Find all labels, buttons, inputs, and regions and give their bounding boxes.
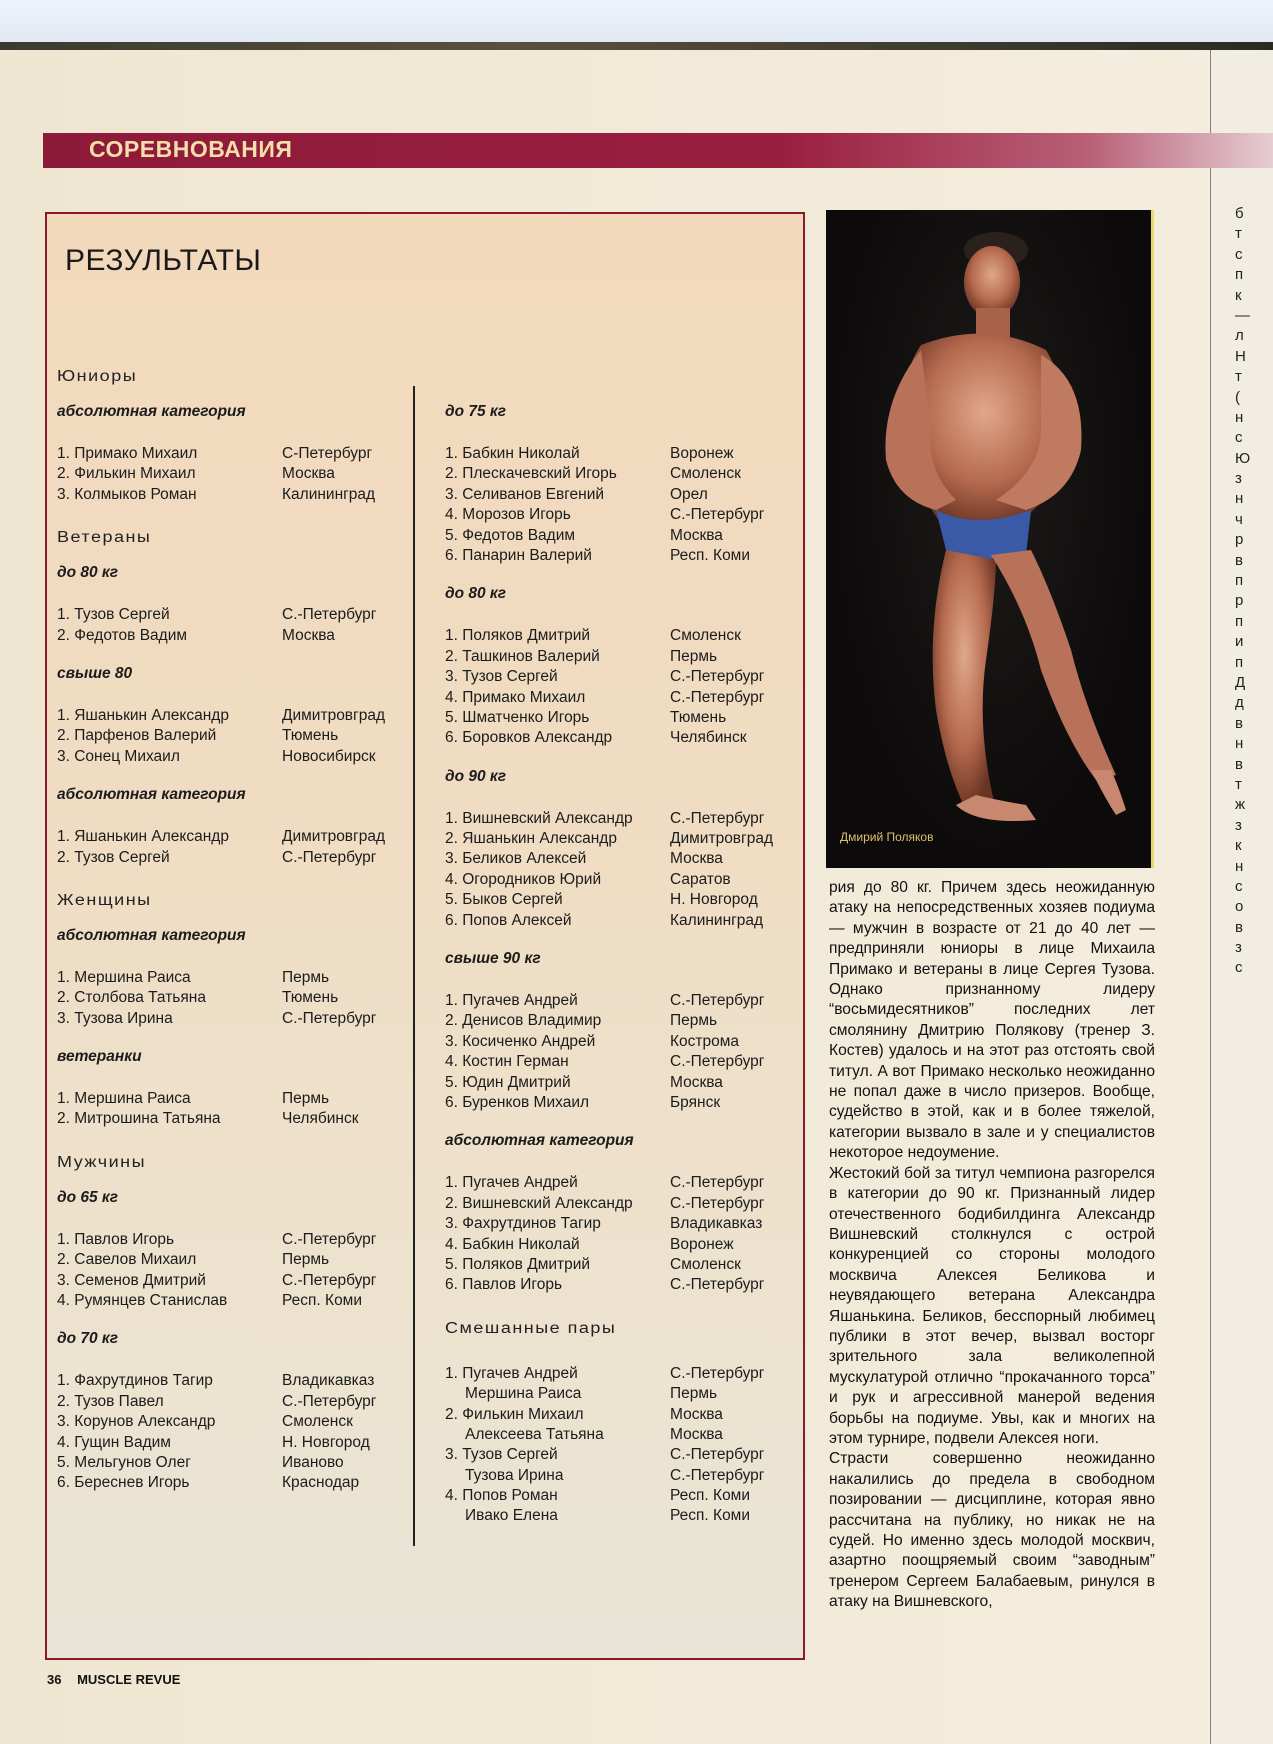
athlete-name: 4. Гущин Вадим xyxy=(57,1433,171,1451)
category-title: до 75 кг xyxy=(445,403,507,420)
next-page-letter: ж xyxy=(1235,796,1246,814)
result-row xyxy=(445,1384,795,1404)
result-row xyxy=(57,968,407,988)
athlete-name: 4. Морозов Игорь xyxy=(445,506,571,524)
athlete-name: 1. Яшанькин Александр xyxy=(57,828,229,846)
result-row xyxy=(445,1011,795,1031)
category-title: абсолютная категория xyxy=(57,403,246,420)
athlete-name: 6. Буренков Михаил xyxy=(445,1093,590,1111)
group-title: Смешанные пары xyxy=(445,1319,617,1337)
athlete-city: С.-Петербург xyxy=(282,1230,377,1248)
athlete-name: 2. Савелов Михаил xyxy=(57,1251,197,1269)
next-page-letter: п xyxy=(1235,653,1244,671)
next-page-letter: з xyxy=(1235,939,1242,957)
athlete-city: Новосибирск xyxy=(282,747,376,765)
next-page-letter: с xyxy=(1235,959,1243,977)
athlete-city: Респ. Коми xyxy=(670,546,750,564)
result-row xyxy=(57,848,407,868)
result-row xyxy=(445,1405,795,1425)
next-page-letter: ч xyxy=(1235,510,1243,528)
next-page-letter: т xyxy=(1235,225,1242,243)
athlete-name: 3. Фахрутдинов Тагир xyxy=(445,1215,601,1233)
result-row xyxy=(57,1250,407,1270)
photo-caption: Дмирий Поляков xyxy=(840,830,934,844)
result-row xyxy=(445,444,795,464)
page-number: 36 xyxy=(47,1672,62,1687)
article-paragraph: Страсти совершенно неожиданно накалились до предела в свободном позировании — дисциплине, которая явно рассчитана на публику, но никак не на судей. Но именно здесь молодой москвич, азартно поощряемый своим “заводным” тренером Сергеем Балабаевым, ринулся в атаку на Вишневского, xyxy=(829,1450,1155,1611)
athlete-name: 3. Семенов Дмитрий xyxy=(57,1271,206,1289)
next-page-letter: л xyxy=(1235,327,1244,345)
athlete-city: Н. Новгород xyxy=(282,1433,370,1451)
result-row xyxy=(57,1433,407,1453)
group-title: Юниоры xyxy=(57,367,138,385)
athlete-photo xyxy=(826,210,1154,868)
athlete-name: 2. Федотов Вадим xyxy=(57,626,188,644)
next-page-letter: н xyxy=(1235,490,1244,508)
athlete-city: Воронеж xyxy=(670,1235,734,1253)
category-title: абсолютная категория xyxy=(57,786,246,804)
athlete-city: Смоленск xyxy=(282,1413,353,1431)
next-page-letter: б xyxy=(1235,205,1244,222)
athlete-city: Пермь xyxy=(670,647,718,665)
athlete-name: Мершина Раиса xyxy=(465,1385,582,1403)
athlete-city: С.-Петербург xyxy=(282,1009,377,1027)
page-footer xyxy=(47,1672,180,1687)
category-title: свыше 90 кг xyxy=(445,950,541,968)
next-page-letter: с xyxy=(1235,877,1243,895)
athlete-name: 4. Бабкин Николай xyxy=(445,1235,580,1253)
athlete-name: Алексеева Татьяна xyxy=(465,1425,604,1443)
athlete-city: Москва xyxy=(670,1405,723,1423)
category-title: до 80 кг xyxy=(57,564,119,582)
athlete-name: 2. Филькин Михаил xyxy=(445,1405,584,1423)
next-page-photo-fragment xyxy=(1265,1000,1273,1400)
result-row xyxy=(445,1073,795,1093)
category-title: свыше 80 xyxy=(57,664,133,682)
result-row xyxy=(57,485,407,505)
result-row xyxy=(57,1089,407,1109)
next-page-letter: д xyxy=(1235,694,1244,712)
result-row xyxy=(57,988,407,1008)
category-title: до 80 кг xyxy=(445,585,507,603)
athlete-city: С.-Петербург xyxy=(670,1053,765,1071)
athlete-name: 6. Боровков Александр xyxy=(445,729,613,747)
athlete-name: 1. Пугачев Андрей xyxy=(445,992,578,1010)
athlete-city: Орел xyxy=(670,485,708,503)
athlete-name: 5. Шматченко Игорь xyxy=(445,708,590,726)
athlete-name: 2. Тузов Сергей xyxy=(57,848,170,866)
athlete-name: 3. Тузов Сергей xyxy=(445,668,558,686)
athlete-city: Респ. Коми xyxy=(670,1487,750,1505)
section-title: СОРЕВНОВАНИЯ xyxy=(89,136,293,162)
athlete-name: 4. Костин Герман xyxy=(445,1053,569,1071)
athlete-name: 3. Косиченко Андрей xyxy=(445,1032,596,1050)
result-row xyxy=(445,647,795,667)
article-paragraph: Жестокий бой за титул чемпиона разгорелся в категории до 90 кг. Признанный лидер отечественного бодибилдинга Александр Вишневский столкнулся с острой конкуренцией со стороны молодого москвича Алексея Беликова и неувядающего ветерана Александра Яшанькина. Беликов, бесспорный любимец публики в этот вечер, вызвал восторг зрительного зала великолепной мускулатурой отлично “прокачанного торса” и рук и агрессивной манерой ведения борьбы на подиуме. Увы, как и многих на этом турнире, подвели Алексея ноги. xyxy=(829,1164,1155,1447)
athlete-name: Тузова Ирина xyxy=(465,1466,564,1484)
result-list xyxy=(57,605,407,646)
athlete-city: Тюмень xyxy=(282,989,339,1007)
athlete-name: 1. Пугачев Андрей xyxy=(445,1364,578,1382)
athlete-name: 1. Тузов Сергей xyxy=(57,606,170,624)
athlete-name: 3. Селиванов Евгений xyxy=(445,485,605,503)
athlete-name: 3. Корунов Александр xyxy=(57,1413,216,1431)
athlete-name: 1. Пугачев Андрей xyxy=(445,1174,578,1192)
next-page-letter: т xyxy=(1235,368,1242,386)
athlete-name: 2. Парфенов Валерий xyxy=(57,727,217,745)
next-page-edge xyxy=(1210,50,1273,1744)
result-row xyxy=(445,526,795,546)
result-row xyxy=(57,444,407,464)
athlete-city: С.-Петербург xyxy=(670,506,765,524)
athlete-name: 1. Вишневский Александр xyxy=(445,809,633,827)
athlete-city: Тюмень xyxy=(282,727,339,745)
category-title: абсолютная категория xyxy=(445,1132,634,1150)
athlete-city: С.-Петербург xyxy=(282,1392,377,1410)
athlete-city: Пермь xyxy=(282,1090,330,1108)
result-row xyxy=(445,1032,795,1052)
article-text xyxy=(829,878,1155,1613)
next-page-letter: в xyxy=(1235,714,1243,732)
athlete-name: 1. Примако Михаил xyxy=(57,445,198,462)
athlete-name: 1. Бабкин Николай xyxy=(445,445,580,462)
athlete-city: Калининград xyxy=(282,485,376,503)
result-row xyxy=(445,911,795,931)
result-row xyxy=(445,1275,795,1295)
athlete-name: 3. Тузов Сергей xyxy=(445,1446,558,1464)
result-row xyxy=(57,726,407,746)
column-divider xyxy=(413,386,415,1546)
athlete-name: 2. Денисов Владимир xyxy=(445,1012,602,1030)
next-page-letter: с xyxy=(1235,429,1243,447)
result-row xyxy=(445,829,795,849)
result-row xyxy=(445,626,795,646)
next-page-letter: п xyxy=(1235,612,1244,630)
athlete-city: С.-Петербург xyxy=(670,1364,765,1382)
athlete-city: С.-Петербург xyxy=(670,668,765,686)
athlete-name: 2. Яшанькин Александр xyxy=(445,830,617,848)
athlete-name: 2. Вишневский Александр xyxy=(445,1194,633,1212)
result-row xyxy=(445,1194,795,1214)
athlete-name: 4. Попов Роман xyxy=(445,1487,558,1505)
athlete-city: С-Петербург xyxy=(282,445,373,462)
result-row xyxy=(445,688,795,708)
next-page-letter: Д xyxy=(1235,673,1246,691)
athlete-city: Калининград xyxy=(670,911,764,929)
athlete-city: Респ. Коми xyxy=(282,1292,362,1310)
article-paragraph: рия до 80 кг. Причем здесь неожиданную атаку на непосредственных хозяев подиума — мужчин в возрасте от 21 до 40 лет — предприняли юниоры в лице Михаила Примако и ветераны в лице Сергея Тузова. Однако признанному лидеру “восьмидесятников” последних лет смолянину Дмитрию Полякову (тренер З. Костев) удалось и на этот раз отстоять свой титул. А вот Примако несколько неожиданно не попал даже в число призеров. Вообще, судейство в этой, как и в более тяжелой, категории вызвало в зале и у специалистов некоторое недоумение. xyxy=(829,879,1155,1162)
result-row xyxy=(445,1486,795,1506)
athlete-city: С.-Петербург xyxy=(282,606,377,624)
result-row xyxy=(57,706,407,726)
athlete-city: С.-Петербург xyxy=(670,992,765,1010)
athlete-name: Ивако Елена xyxy=(465,1507,558,1525)
athlete-city: Воронеж xyxy=(670,445,734,462)
athlete-city: Кострома xyxy=(670,1032,740,1050)
athlete-city: Москва xyxy=(670,1073,723,1091)
result-row xyxy=(445,667,795,687)
next-page-letter: н xyxy=(1235,735,1244,753)
result-row xyxy=(445,1506,795,1526)
next-page-letter: с xyxy=(1235,245,1243,263)
result-row xyxy=(445,991,795,1011)
next-page-letter: о xyxy=(1235,898,1244,916)
athlete-name: 5. Юдин Дмитрий xyxy=(445,1073,571,1091)
athlete-city: С.-Петербург xyxy=(670,1466,765,1484)
next-page-letter: н xyxy=(1235,408,1244,426)
group-title: Ветераны xyxy=(57,528,152,546)
result-row xyxy=(57,1412,407,1432)
athlete-name: 2. Тузов Павел xyxy=(57,1392,164,1410)
result-row xyxy=(57,626,407,646)
athlete-city: Пермь xyxy=(670,1385,718,1403)
athlete-city: Смоленск xyxy=(670,1255,741,1273)
next-page-letter: н xyxy=(1235,857,1244,875)
athlete-name: 2. Столбова Татьяна xyxy=(57,989,206,1007)
result-row xyxy=(445,1173,795,1193)
result-row xyxy=(445,1364,795,1384)
bodybuilder-figure xyxy=(826,210,1151,868)
next-page-letter: ( xyxy=(1235,388,1240,406)
athlete-city: Тюмень xyxy=(670,708,727,726)
category-title: ветеранки xyxy=(57,1048,142,1066)
result-row xyxy=(445,728,795,748)
results-right-column xyxy=(445,396,795,1539)
result-row xyxy=(57,1453,407,1473)
scan-background xyxy=(0,0,1273,44)
athlete-city: Владикавказ xyxy=(282,1372,375,1390)
result-row xyxy=(445,1214,795,1234)
result-row xyxy=(57,1271,407,1291)
athlete-name: 4. Огородников Юрий xyxy=(445,870,602,888)
athlete-city: С.-Петербург xyxy=(282,848,377,866)
results-title: РЕЗУЛЬТАТЫ xyxy=(65,244,262,277)
result-row xyxy=(445,1093,795,1113)
athlete-name: 5. Поляков Дмитрий xyxy=(445,1255,591,1273)
athlete-name: 5. Быков Сергей xyxy=(445,891,563,909)
next-page-letter: в xyxy=(1235,755,1243,773)
result-list xyxy=(445,626,795,748)
result-list xyxy=(445,444,795,566)
result-list xyxy=(57,827,407,868)
athlete-name: 1. Мершина Раиса xyxy=(57,968,191,986)
result-list xyxy=(445,991,795,1113)
results-left-column xyxy=(57,356,407,1506)
athlete-city: Димитровград xyxy=(282,706,385,724)
result-row xyxy=(57,464,407,484)
result-row xyxy=(445,485,795,505)
athlete-city: Пермь xyxy=(282,1251,330,1269)
result-list xyxy=(57,1089,407,1130)
category-title: абсолютная категория xyxy=(57,926,246,944)
result-row xyxy=(57,605,407,625)
result-row xyxy=(445,708,795,728)
athlete-city: С.-Петербург xyxy=(670,809,765,827)
athlete-name: 4. Примако Михаил xyxy=(445,688,586,706)
result-row xyxy=(445,464,795,484)
athlete-city: С.-Петербург xyxy=(282,1271,377,1289)
athlete-name: 6. Панарин Валерий xyxy=(445,546,592,564)
result-row xyxy=(57,1109,407,1129)
next-page-letter: п xyxy=(1235,266,1244,284)
athlete-name: 3. Беликов Алексей xyxy=(445,850,587,868)
athlete-city: Москва xyxy=(670,850,723,868)
result-row xyxy=(57,1291,407,1311)
athlete-city: Челябинск xyxy=(670,729,747,747)
athlete-name: 1. Павлов Игорь xyxy=(57,1230,175,1248)
result-row xyxy=(57,1392,407,1412)
athlete-city: Москва xyxy=(282,626,335,644)
result-list xyxy=(57,1230,407,1312)
athlete-city: Димитровград xyxy=(282,828,385,846)
result-row xyxy=(57,1371,407,1391)
athlete-city: Респ. Коми xyxy=(670,1507,750,1525)
result-row xyxy=(57,747,407,767)
athlete-name: 1. Мершина Раиса xyxy=(57,1090,191,1108)
athlete-name: 2. Филькин Михаил xyxy=(57,465,196,483)
result-list xyxy=(445,809,795,931)
next-page-letter: з xyxy=(1235,470,1242,488)
result-row xyxy=(445,849,795,869)
athlete-city: Москва xyxy=(670,1425,723,1443)
result-row xyxy=(445,870,795,890)
athlete-name: 2. Митрошина Татьяна xyxy=(57,1110,221,1128)
athlete-name: 2. Плескачевский Игорь xyxy=(445,465,617,483)
result-row xyxy=(445,1235,795,1255)
result-row xyxy=(445,546,795,566)
result-list xyxy=(57,706,407,767)
category-title: до 90 кг xyxy=(445,767,507,785)
next-page-letter: — xyxy=(1235,306,1250,324)
athlete-name: 3. Колмыков Роман xyxy=(57,485,197,503)
next-page-letter: и xyxy=(1235,633,1244,651)
athlete-city: С.-Петербург xyxy=(670,688,765,706)
result-row xyxy=(445,1255,795,1275)
next-page-text-fragment xyxy=(1235,204,1250,979)
result-list xyxy=(445,1364,795,1527)
athlete-city: Саратов xyxy=(670,870,731,888)
group-title: Мужчины xyxy=(57,1153,147,1171)
athlete-city: Челябинск xyxy=(282,1110,359,1128)
athlete-name: 6. Павлов Игорь xyxy=(445,1276,563,1294)
athlete-city: Краснодар xyxy=(282,1474,360,1492)
category-title: до 65 кг xyxy=(57,1188,119,1206)
athlete-name: 5. Мельгунов Олег xyxy=(57,1453,191,1471)
result-row xyxy=(57,1230,407,1250)
athlete-city: Москва xyxy=(282,465,335,483)
result-row xyxy=(445,890,795,910)
athlete-city: Пермь xyxy=(670,1012,718,1030)
result-row xyxy=(57,1473,407,1493)
next-page-letter: р xyxy=(1235,592,1244,610)
athlete-city: Н. Новгород xyxy=(670,891,758,909)
result-row xyxy=(445,1425,795,1445)
result-row xyxy=(445,505,795,525)
next-page-letter: Н xyxy=(1235,347,1246,365)
result-row xyxy=(445,809,795,829)
section-header-bar xyxy=(43,133,1273,168)
athlete-name: 4. Румянцев Станислав xyxy=(57,1292,228,1310)
athlete-city: С.-Петербург xyxy=(670,1174,765,1192)
next-page-letter: в xyxy=(1235,551,1243,569)
result-list xyxy=(57,444,407,505)
category-title: до 70 кг xyxy=(57,1330,119,1348)
athlete-name: 1. Фахрутдинов Тагир xyxy=(57,1372,213,1390)
next-page-letter: к xyxy=(1235,286,1242,304)
next-page-letter: в xyxy=(1235,918,1243,936)
result-row xyxy=(445,1052,795,1072)
result-list xyxy=(445,1173,795,1295)
athlete-city: Иваново xyxy=(282,1453,344,1471)
result-row xyxy=(57,1009,407,1029)
group-title: Женщины xyxy=(57,891,152,909)
athlete-name: 5. Федотов Вадим xyxy=(445,526,576,544)
athlete-name: 1. Яшанькин Александр xyxy=(57,706,229,724)
athlete-city: Димитровград xyxy=(670,830,773,848)
result-list xyxy=(57,968,407,1029)
athlete-city: С.-Петербург xyxy=(670,1276,765,1294)
result-row xyxy=(57,827,407,847)
next-page-letter: к xyxy=(1235,837,1242,855)
athlete-name: 6. Береснев Игорь xyxy=(57,1474,190,1492)
result-row xyxy=(445,1466,795,1486)
next-page-letter: Ю xyxy=(1235,449,1251,467)
athlete-city: Владикавказ xyxy=(670,1215,763,1233)
athlete-city: Брянск xyxy=(670,1093,721,1111)
athlete-city: С.-Петербург xyxy=(670,1446,765,1464)
athlete-name: 3. Тузова Ирина xyxy=(57,1009,173,1027)
athlete-name: 3. Сонец Михаил xyxy=(57,747,180,765)
results-box xyxy=(45,212,805,1660)
athlete-city: С.-Петербург xyxy=(670,1194,765,1212)
athlete-name: 2. Ташкинов Валерий xyxy=(445,647,600,665)
athlete-city: Пермь xyxy=(282,968,330,986)
athlete-name: 1. Поляков Дмитрий xyxy=(445,627,591,645)
next-page-letter: р xyxy=(1235,531,1244,549)
result-list xyxy=(57,1371,407,1493)
athlete-name: 6. Попов Алексей xyxy=(445,911,572,929)
next-page-letter: т xyxy=(1235,775,1242,793)
athlete-city: Смоленск xyxy=(670,465,741,483)
magazine-name: MUSCLE REVUE xyxy=(77,1672,181,1687)
athlete-city: Смоленск xyxy=(670,627,741,645)
next-page-letter: п xyxy=(1235,572,1244,590)
athlete-city: Москва xyxy=(670,526,723,544)
result-row xyxy=(445,1445,795,1465)
next-page-letter: з xyxy=(1235,816,1242,834)
